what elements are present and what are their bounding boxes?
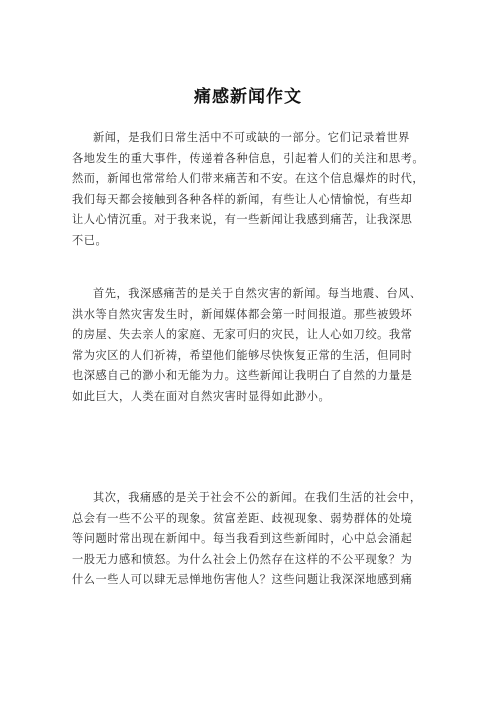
text-line: 洪水等自然灾害发生时，新闻媒体都会第一时间报道。那些被毁坏: [72, 307, 413, 321]
text-line: 然而，新闻也常常给人们带来痛苦和不安。在这个信息爆炸的时代，: [72, 172, 425, 186]
text-line: 总会有一些不公平的现象。贫富差距、歧视现象、弱势群体的处境: [72, 511, 413, 525]
text-line: 新闻，是我们日常生活中不可或缺的一部分。它们记录着世界: [93, 131, 410, 144]
document-title: 痛感新闻作文: [194, 87, 302, 107]
text-line: 首先，我深感痛苦的是关于自然灾害的新闻。每当地震、台风、: [93, 287, 422, 300]
text-line: 各地发生的重大事件，传递着各种信息，引起着人们的关注和思考。: [72, 151, 425, 165]
text-line: 让人心情沉重。对于我来说，有一些新闻让我感到痛苦，让我深思: [72, 213, 413, 227]
text-line: 常为灾区的人们祈祷，希望他们能够尽快恢复正常的生活，但同时: [72, 348, 413, 362]
paragraph-natural-disasters: [72, 284, 452, 408]
text-line: 不已。: [72, 233, 108, 247]
text-line: 如此巨大，人类在面对自然灾害时显得如此渺小。: [72, 389, 331, 403]
paragraph-social-injustice: [72, 488, 452, 591]
text-line: 我们每天都会接触到各种各样的新闻，有些让人心情愉悦，有些却: [72, 192, 413, 206]
text-line: 一股无力感和愤怒。为什么社会上仍然存在这样的不公平现象？为: [72, 552, 413, 566]
paragraph-intro: [72, 128, 452, 252]
text-line: 什么一些人可以肆无忌惮地伤害他人？这些问题让我深深地感到痛: [72, 573, 413, 587]
text-line: 等问题时常出现在新闻中。每当我看到这些新闻时，心中总会涌起: [72, 532, 413, 546]
text-line: 的房屋、失去亲人的家庭、无家可归的灾民，让人心如刀绞。我常: [72, 328, 413, 342]
text-line: 也深感自己的渺小和无能为力。这些新闻让我明白了自然的力量是: [72, 369, 413, 383]
text-line: 其次，我痛感的是关于社会不公的新闻。在我们生活的社会中，: [93, 491, 422, 504]
